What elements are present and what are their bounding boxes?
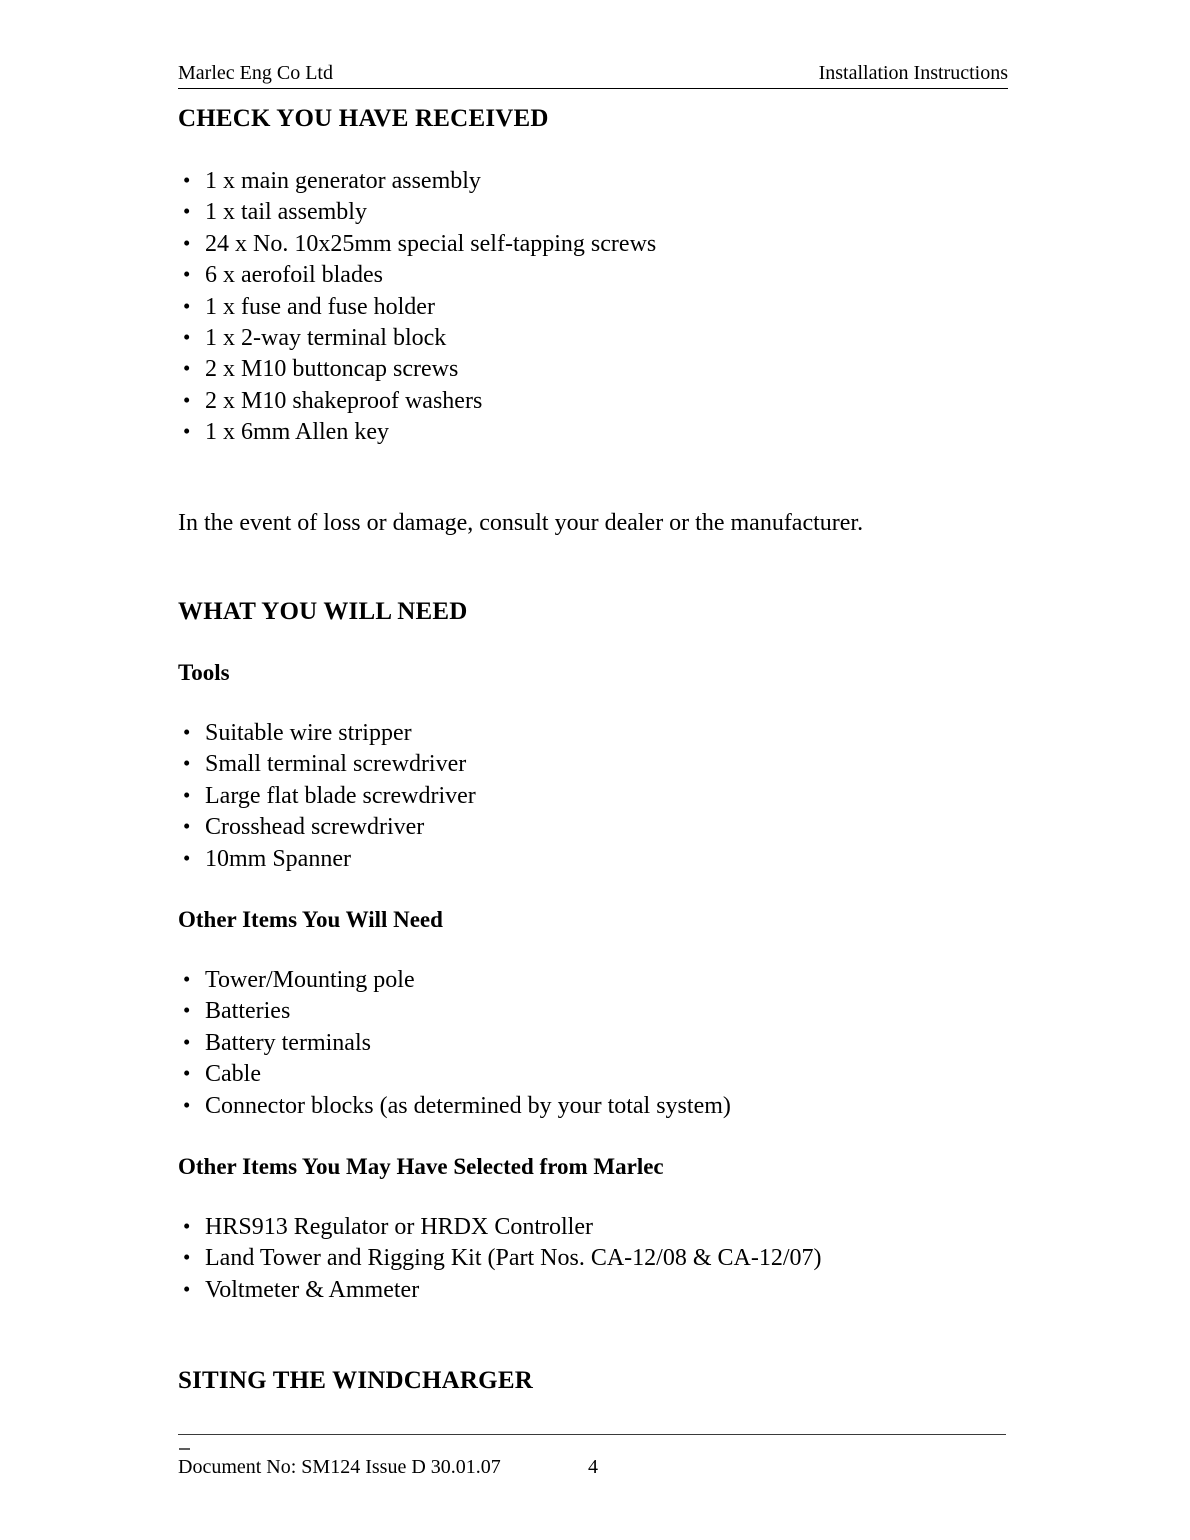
list-item: • Batteries [178, 996, 731, 1027]
paragraph-loss-or-damage [178, 508, 863, 538]
page-header [178, 62, 1008, 89]
list-item: • Land Tower and Rigging Kit (Part Nos. CA-12/08 & CA-12/07) [178, 1243, 822, 1274]
list-item: • Cable [178, 1059, 731, 1090]
footer-page-number: 4 [588, 1456, 598, 1478]
list-item: • 10mm Spanner [178, 844, 476, 875]
list-tools [178, 718, 476, 875]
subsection-tools [178, 659, 230, 687]
list-item: • 1 x fuse and fuse holder [178, 292, 656, 323]
list-item: • 6 x aerofoil blades [178, 260, 656, 291]
heading-other-items-you-will-need: Other Items You Will Need [178, 907, 443, 932]
list-other-items-from-marlec [178, 1212, 822, 1306]
list-item: • 2 x M10 shakeproof washers [178, 386, 656, 417]
list-item: • Voltmeter & Ammeter [178, 1275, 822, 1306]
list-item: • Tower/Mounting pole [178, 965, 731, 996]
list-item: • HRS913 Regulator or HRDX Controller [178, 1212, 822, 1243]
paragraph-text: In the event of loss or damage, consult your dealer or the manufacturer. [178, 510, 864, 536]
header-document-type: Installation Instructions [818, 62, 1008, 84]
footer-divider [178, 1434, 1006, 1435]
list-item: • Battery terminals [178, 1028, 731, 1059]
list-item: • Small terminal screwdriver [178, 749, 476, 780]
heading-siting-the-windcharger: SITING THE WINDCHARGER [178, 1367, 533, 1394]
list-item: • 2 x M10 buttoncap screws [178, 354, 656, 385]
list-check-you-have-received [178, 166, 656, 449]
subsection-other-items-you-will-need [178, 906, 443, 934]
list-item: • 1 x 6mm Allen key [178, 417, 656, 448]
list-item: • Connector blocks (as determined by your total system) [178, 1091, 731, 1122]
subsection-other-items-from-marlec [178, 1153, 664, 1181]
list-item: • 24 x No. 10x25mm special self-tapping screws [178, 229, 656, 260]
footer-tick-mark [179, 1448, 190, 1450]
section-check-you-have-received [178, 104, 549, 134]
list-item: • 1 x main generator assembly [178, 166, 656, 197]
section-what-you-will-need [178, 597, 468, 627]
heading-tools: Tools [178, 660, 230, 685]
footer-document-info: Document No: SM124 Issue D 30.01.07 [178, 1456, 501, 1478]
list-item: • Suitable wire stripper [178, 718, 476, 749]
heading-other-items-from-marlec: Other Items You May Have Selected from Marlec [178, 1154, 664, 1179]
list-other-items-you-will-need [178, 965, 731, 1122]
header-company-name: Marlec Eng Co Ltd [178, 62, 333, 84]
heading-what-you-will-need: WHAT YOU WILL NEED [178, 598, 468, 625]
section-siting-the-windcharger [178, 1366, 533, 1396]
heading-check-you-have-received: CHECK YOU HAVE RECEIVED [178, 105, 549, 132]
list-item: • Large flat blade screwdriver [178, 781, 476, 812]
list-item: • Crosshead screwdriver [178, 812, 476, 843]
list-item: • 1 x 2-way terminal block [178, 323, 656, 354]
list-item: • 1 x tail assembly [178, 197, 656, 228]
